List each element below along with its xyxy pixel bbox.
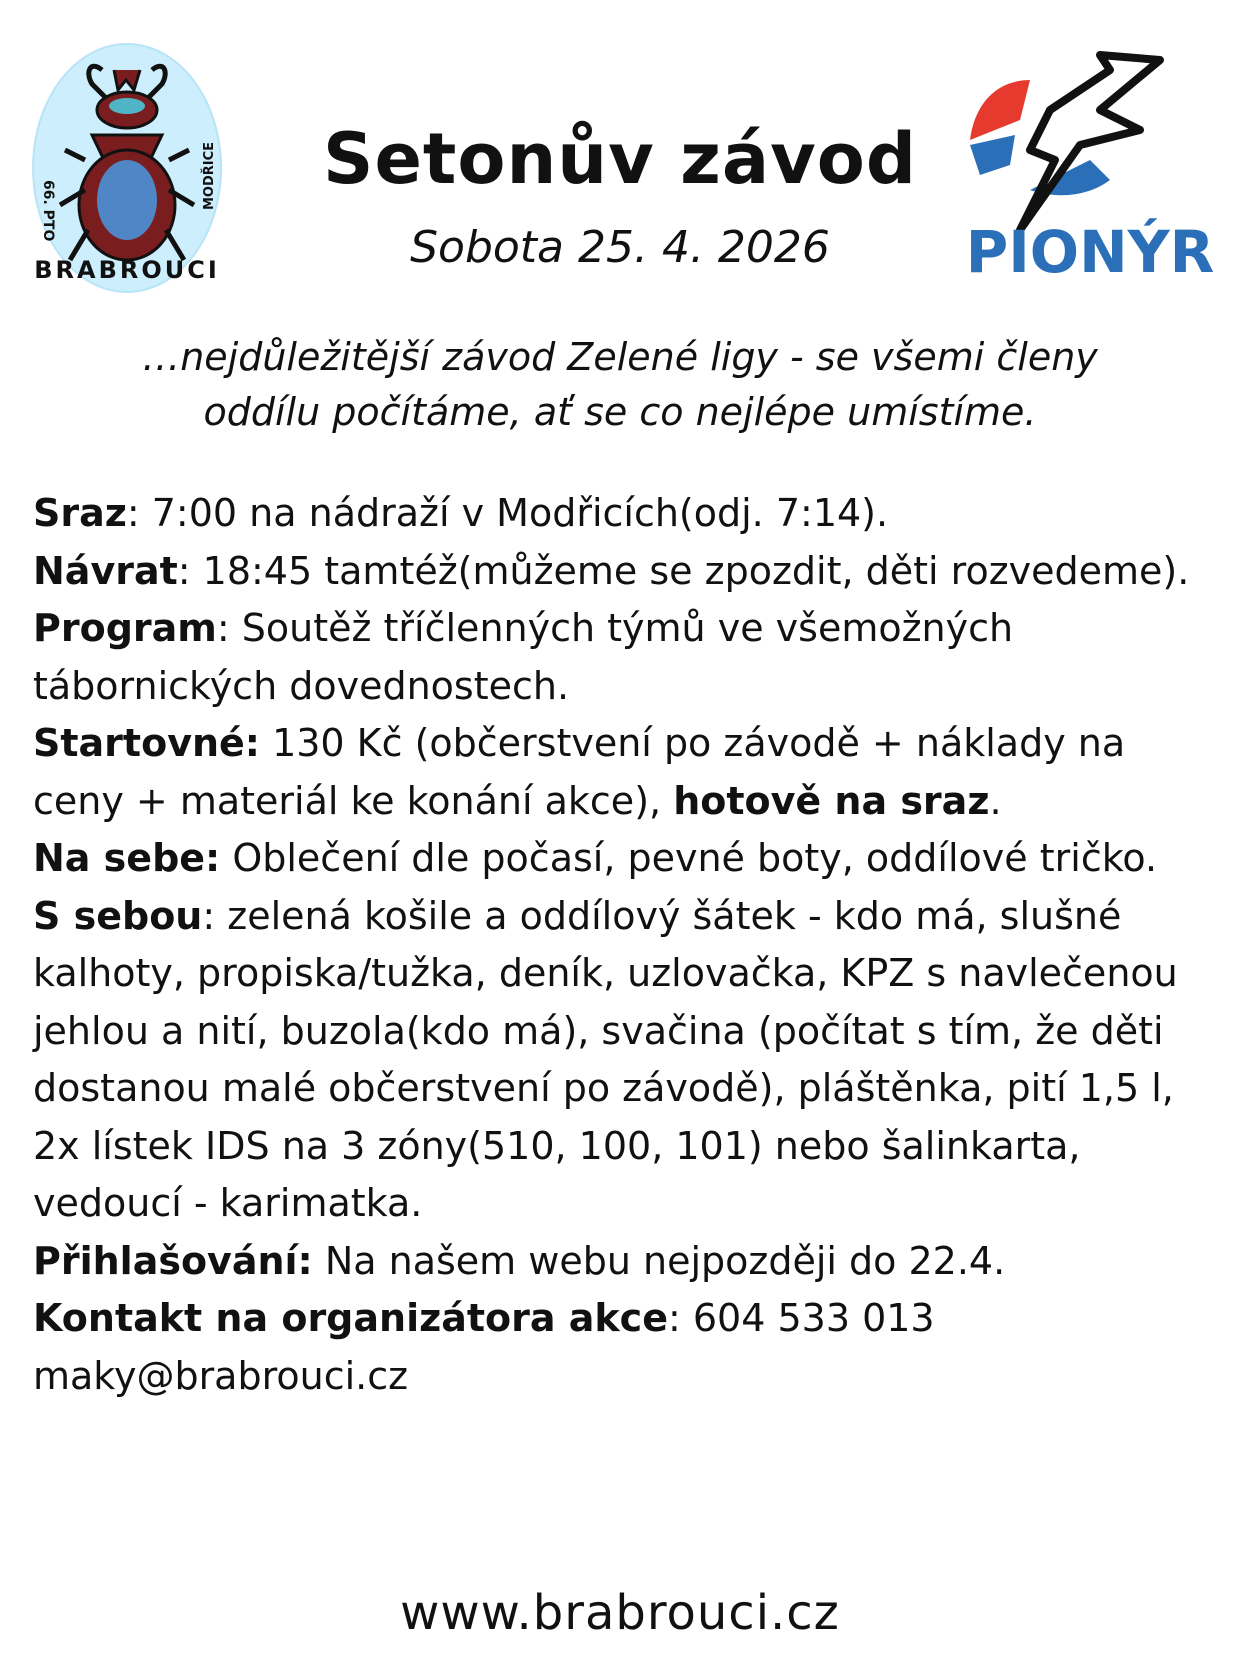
detail-kontakt-text: : 604 533 013 maky@brabrouci.cz: [33, 1296, 935, 1398]
detail-kontakt: [33, 1290, 1223, 1405]
detail-program-text: : Soutěž tříčlenných týmů ve všemožných tábornických dovednostech.: [33, 606, 1014, 708]
detail-startovne-label: Startovné:: [33, 721, 260, 765]
detail-na-sebe: [33, 830, 1223, 888]
swallow-icon: [970, 55, 1160, 230]
event-details: [33, 485, 1223, 1405]
detail-startovne-end: .: [989, 778, 1002, 823]
detail-navrat-text: : 18:45 tamtéž(můžeme se zpozdit, děti rozvedeme).: [177, 548, 1190, 593]
intro-line-2: oddílu počítáme, ať se co nejlépe umístíme.: [203, 390, 1037, 434]
detail-na-sebe-label: Na sebe:: [33, 836, 221, 880]
logo-text-top-left: 66. PTO: [40, 180, 56, 242]
intro-text: [60, 330, 1180, 440]
detail-prihlasovani-text: Na našem webu nejpozději do 22.4.: [312, 1238, 1006, 1283]
detail-s-sebou-label: S sebou: [33, 893, 203, 938]
detail-startovne: [33, 715, 1223, 830]
detail-prihlasovani-label: Přihlašování:: [33, 1238, 313, 1283]
detail-s-sebou-text: : zelená košile a oddílový šátek - kdo má, slušné kalhoty, propiska/tužka, deník, uzlovačka, KPZ s navlečenou jehlou a nití, buzola(kdo má), svačina (počítat s tím, že děti dostanou malé občerstvení po závodě), pláštěnka, pití 1,5 l, 2x lístek IDS na 3 zóny(510, 100, 101) nebo šalinkarta, vedoucí - karimatka.: [33, 893, 1178, 1225]
detail-startovne-bold: hotově na sraz: [673, 778, 990, 823]
detail-na-sebe-text: Oblečení dle počasí, pevné boty, oddílové tričko.: [220, 836, 1158, 880]
detail-s-sebou: [33, 888, 1223, 1233]
logo-text-bottom: BRABROUCI: [34, 256, 220, 284]
detail-prihlasovani: [33, 1233, 1223, 1291]
brabrouci-logo: [30, 40, 225, 295]
event-date: Sobota 25. 4. 2026: [410, 222, 830, 273]
logo-text-right: MODŘICE: [202, 141, 217, 210]
detail-sraz-label: Sraz: [33, 491, 127, 535]
pionyr-wordmark: PIONÝR: [965, 218, 1215, 286]
detail-navrat: [33, 543, 1223, 601]
detail-program: [33, 600, 1223, 715]
pionyr-logo: [960, 50, 1220, 295]
detail-program-label: Program: [33, 606, 217, 650]
detail-kontakt-label: Kontakt na organizátora akce: [33, 1296, 668, 1340]
detail-navrat-label: Návrat: [33, 548, 178, 593]
detail-sraz: [33, 485, 1223, 543]
detail-sraz-text: : 7:00 na nádraží v Modřicích(odj. 7:14).: [126, 491, 889, 535]
event-title: Setonův závod: [323, 118, 917, 200]
intro-line-1: …nejdůležitější závod Zelené ligy - se všemi členy: [142, 335, 1098, 379]
detail-startovne-text: 130 Kč (občerstvení po závodě + náklady na ceny + materiál ke konání akce),: [33, 721, 1126, 823]
website-link[interactable]: www.brabrouci.cz: [400, 1585, 840, 1641]
